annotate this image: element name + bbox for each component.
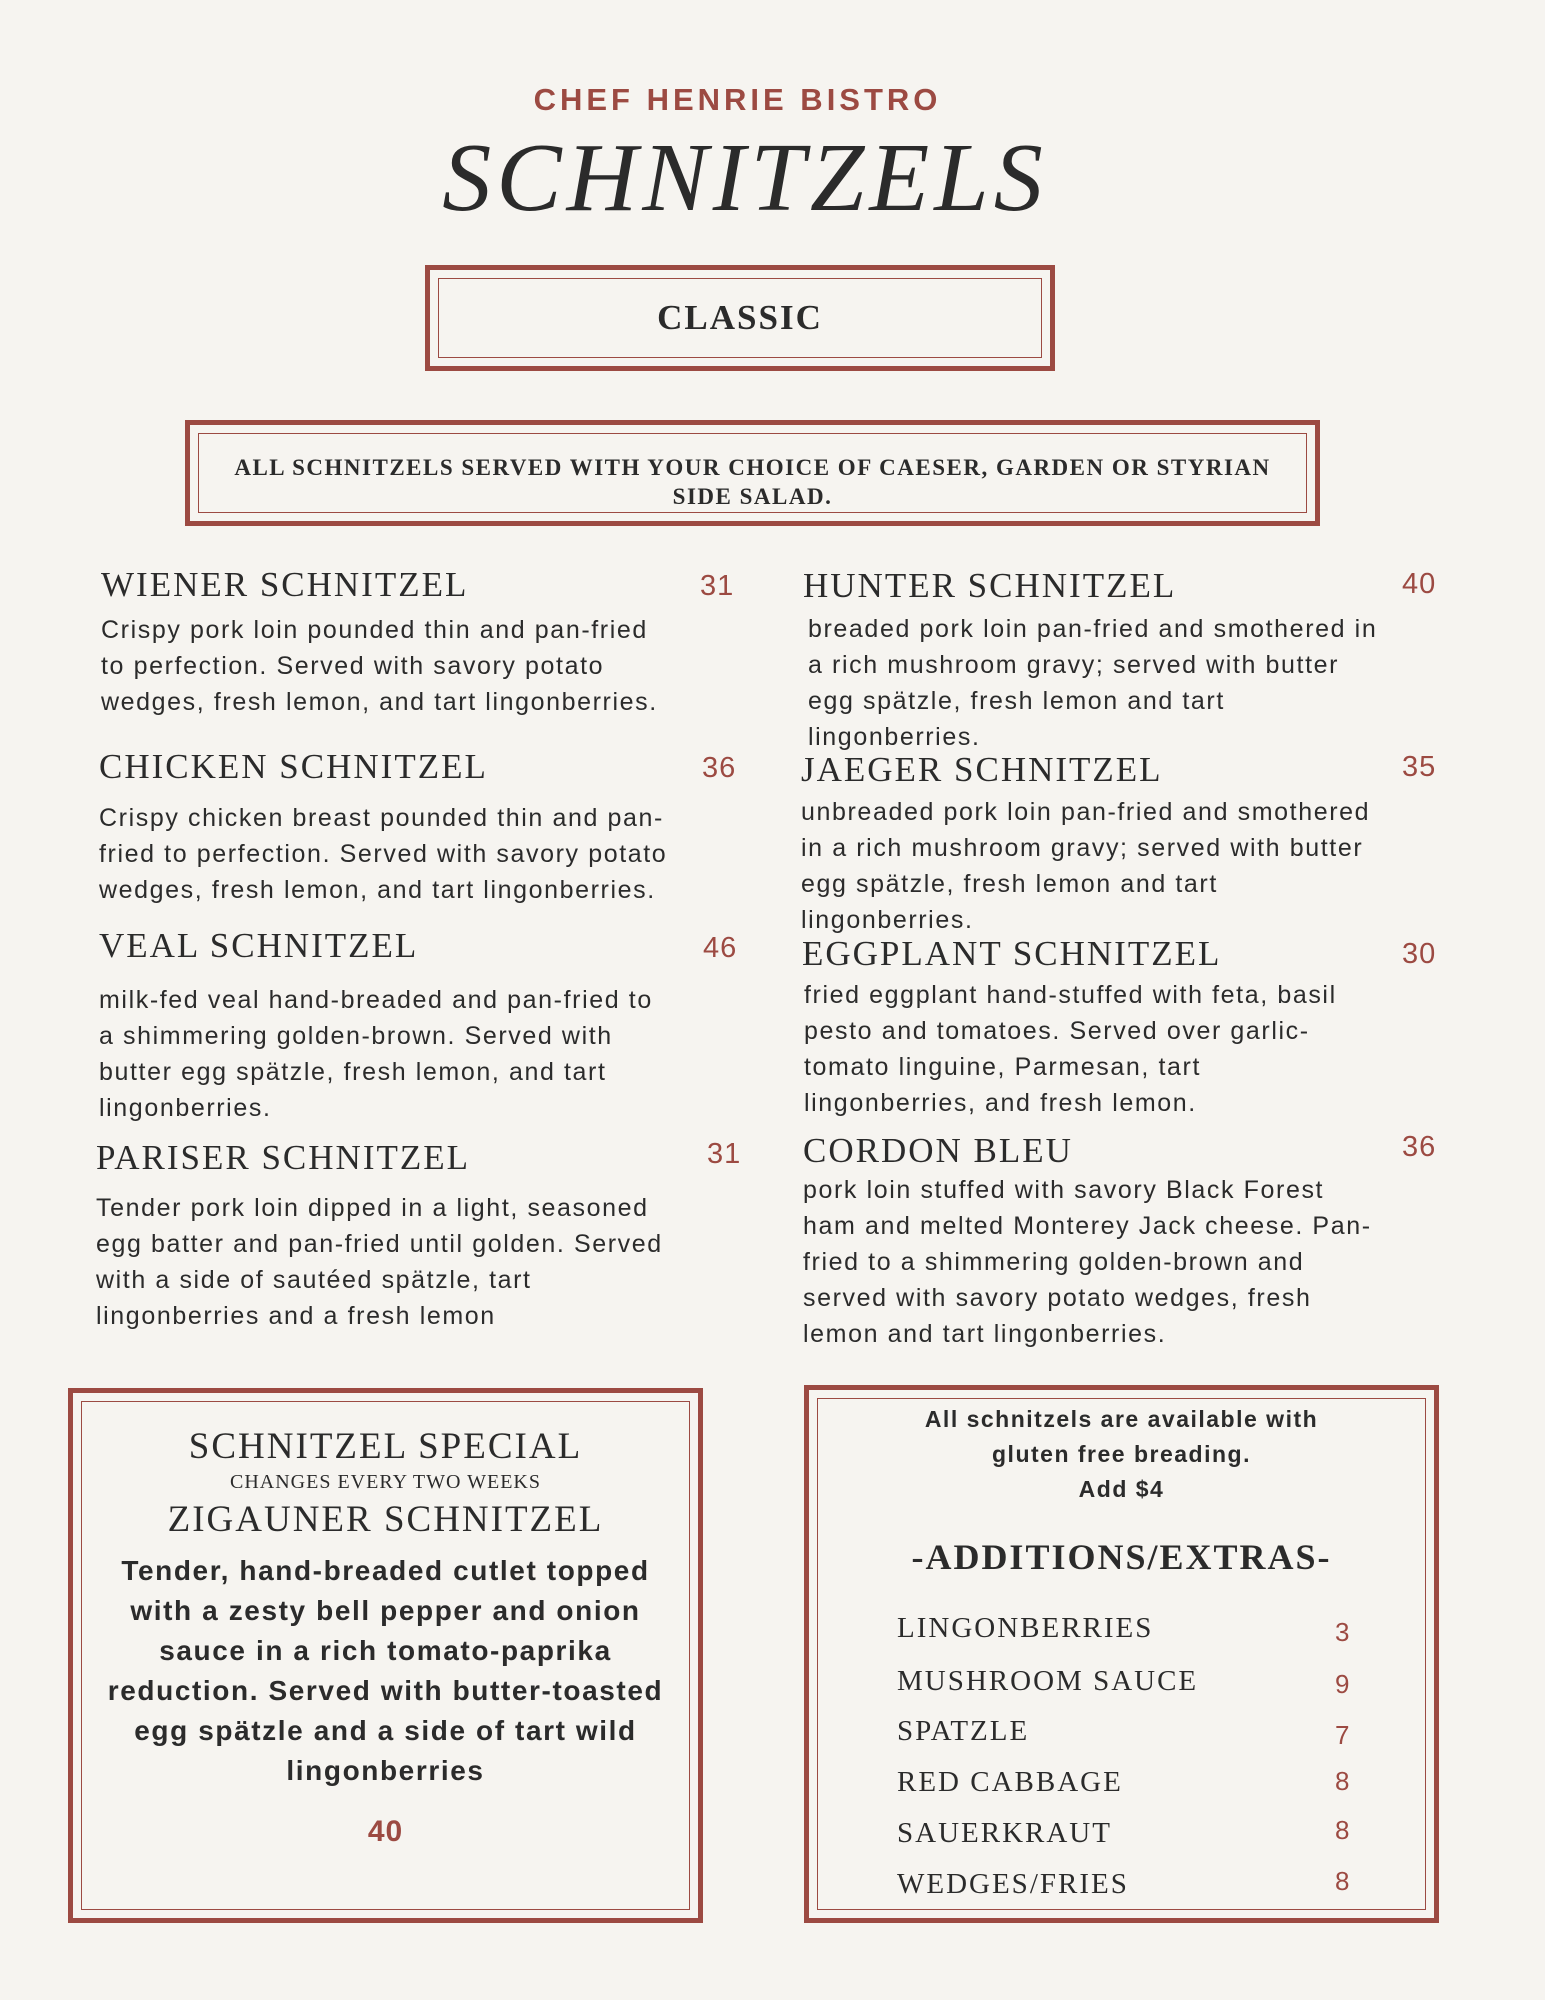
extra-item-price: 8 (1335, 1866, 1350, 1896)
extra-item-name: SAUERKRAUT (897, 1817, 1112, 1849)
gluten-free-line: gluten free breading. (992, 1441, 1251, 1467)
gluten-free-note (849, 1402, 1394, 1507)
menu-item-description: Crispy pork loin pounded thin and pan-fried to perfection. Served with savory potato wedges, fresh lemon, and tart lingonberries. (101, 616, 658, 716)
menu-item-price: 31 (707, 1138, 742, 1170)
menu-item-description: Tender pork loin dipped in a light, seasoned egg batter and pan-fried until golden. Served with a side of sautéed spätzle, tart lingonberries and a fresh lemon (96, 1194, 663, 1330)
extra-item-name: RED CABBAGE (897, 1766, 1123, 1798)
menu-item-description: fried eggplant hand-stuffed with feta, basil pesto and tomatoes. Served over garlic- tomato linguine, Parmesan, tart lingonberries, and fresh lemon. (804, 981, 1337, 1117)
special-title: SCHNITZEL SPECIAL (188, 1426, 583, 1467)
extra-item-name: MUSHROOM SAUCE (897, 1665, 1199, 1697)
restaurant-name: CHEF HENRIE BISTRO (533, 82, 942, 117)
extra-item-price: 8 (1335, 1766, 1350, 1796)
menu-item-price: 40 (1402, 568, 1437, 600)
special-item-price: 40 (367, 1815, 404, 1848)
salad-note-box (185, 420, 1320, 526)
menu-item-description: pork loin stuffed with savory Black Forest ham and melted Monterey Jack cheese. Pan- fried to a shimmering golden-brown and served with savory potato wedges, fresh lemon and tart lingonberries. (803, 1176, 1372, 1348)
page-title: SCHNITZELS (442, 124, 1048, 232)
menu-item-description: breaded pork loin pan-fried and smothered in a rich mushroom gravy; served with butter egg spätzle, fresh lemon and tart lingonberries. (808, 615, 1378, 751)
menu-item-description: unbreaded pork loin pan-fried and smothered in a rich mushroom gravy; served with butter egg spätzle, fresh lemon and tart lingonberries. (801, 798, 1371, 934)
menu-item-name: PARISER SCHNITZEL (96, 1138, 471, 1177)
special-box (68, 1388, 703, 1923)
menu-item-price: 31 (700, 570, 735, 602)
section-title: CLASSIC (657, 298, 823, 337)
menu-item-name: VEAL SCHNITZEL (99, 926, 419, 965)
extra-item-price: 9 (1335, 1669, 1350, 1699)
extra-item-name: WEDGES/FRIES (897, 1868, 1129, 1900)
extra-item-price: 7 (1335, 1720, 1350, 1750)
extra-item-price: 8 (1335, 1815, 1350, 1845)
menu-item-price: 30 (1402, 938, 1437, 970)
special-item-description: Tender, hand-breaded cutlet topped with a zesty bell pepper and onion sauce in a rich tomato-paprika reduction. Served with butter-toasted egg spätzle and a side of tart wild lingonberries (107, 1555, 664, 1786)
salad-note: ALL SCHNITZELS SERVED WITH YOUR CHOICE OF CAESER, GARDEN OR STYRIAN SIDE SALAD. (234, 455, 1271, 509)
extras-box (804, 1385, 1439, 1923)
menu-item-price: 35 (1402, 751, 1437, 783)
special-subtitle: CHANGES EVERY TWO WEEKS (230, 1471, 541, 1493)
menu-item-name: JAEGER SCHNITZEL (801, 750, 1163, 789)
menu-item-name: WIENER SCHNITZEL (101, 565, 469, 604)
gluten-free-line: Add $4 (1078, 1476, 1165, 1502)
gluten-free-line: All schnitzels are available with (924, 1406, 1319, 1432)
menu-item-name: EGGPLANT SCHNITZEL (802, 934, 1222, 973)
extra-item-name: SPATZLE (897, 1715, 1030, 1747)
menu-item-description: Crispy chicken breast pounded thin and pan- fried to perfection. Served with savory potato wedges, fresh lemon, and tart lingonberries. (99, 804, 668, 904)
menu-item-description: milk-fed veal hand-breaded and pan-fried to a shimmering golden-brown. Served with butter egg spätzle, fresh lemon, and tart lingonberries. (99, 986, 653, 1122)
menu-item-name: CHICKEN SCHNITZEL (99, 747, 488, 786)
menu-item-name: CORDON BLEU (803, 1131, 1073, 1170)
special-item-name: ZIGAUNER SCHNITZEL (167, 1499, 604, 1540)
menu-item-price: 46 (703, 932, 738, 964)
menu-item-price: 36 (702, 752, 737, 784)
extra-item-price: 3 (1335, 1617, 1350, 1647)
section-banner (425, 265, 1055, 371)
extra-item-name: LINGONBERRIES (897, 1612, 1154, 1644)
menu-item-price: 36 (1402, 1131, 1437, 1163)
menu-item-name: HUNTER SCHNITZEL (803, 566, 1177, 605)
extras-title: -ADDITIONS/EXTRAS- (911, 1537, 1332, 1577)
